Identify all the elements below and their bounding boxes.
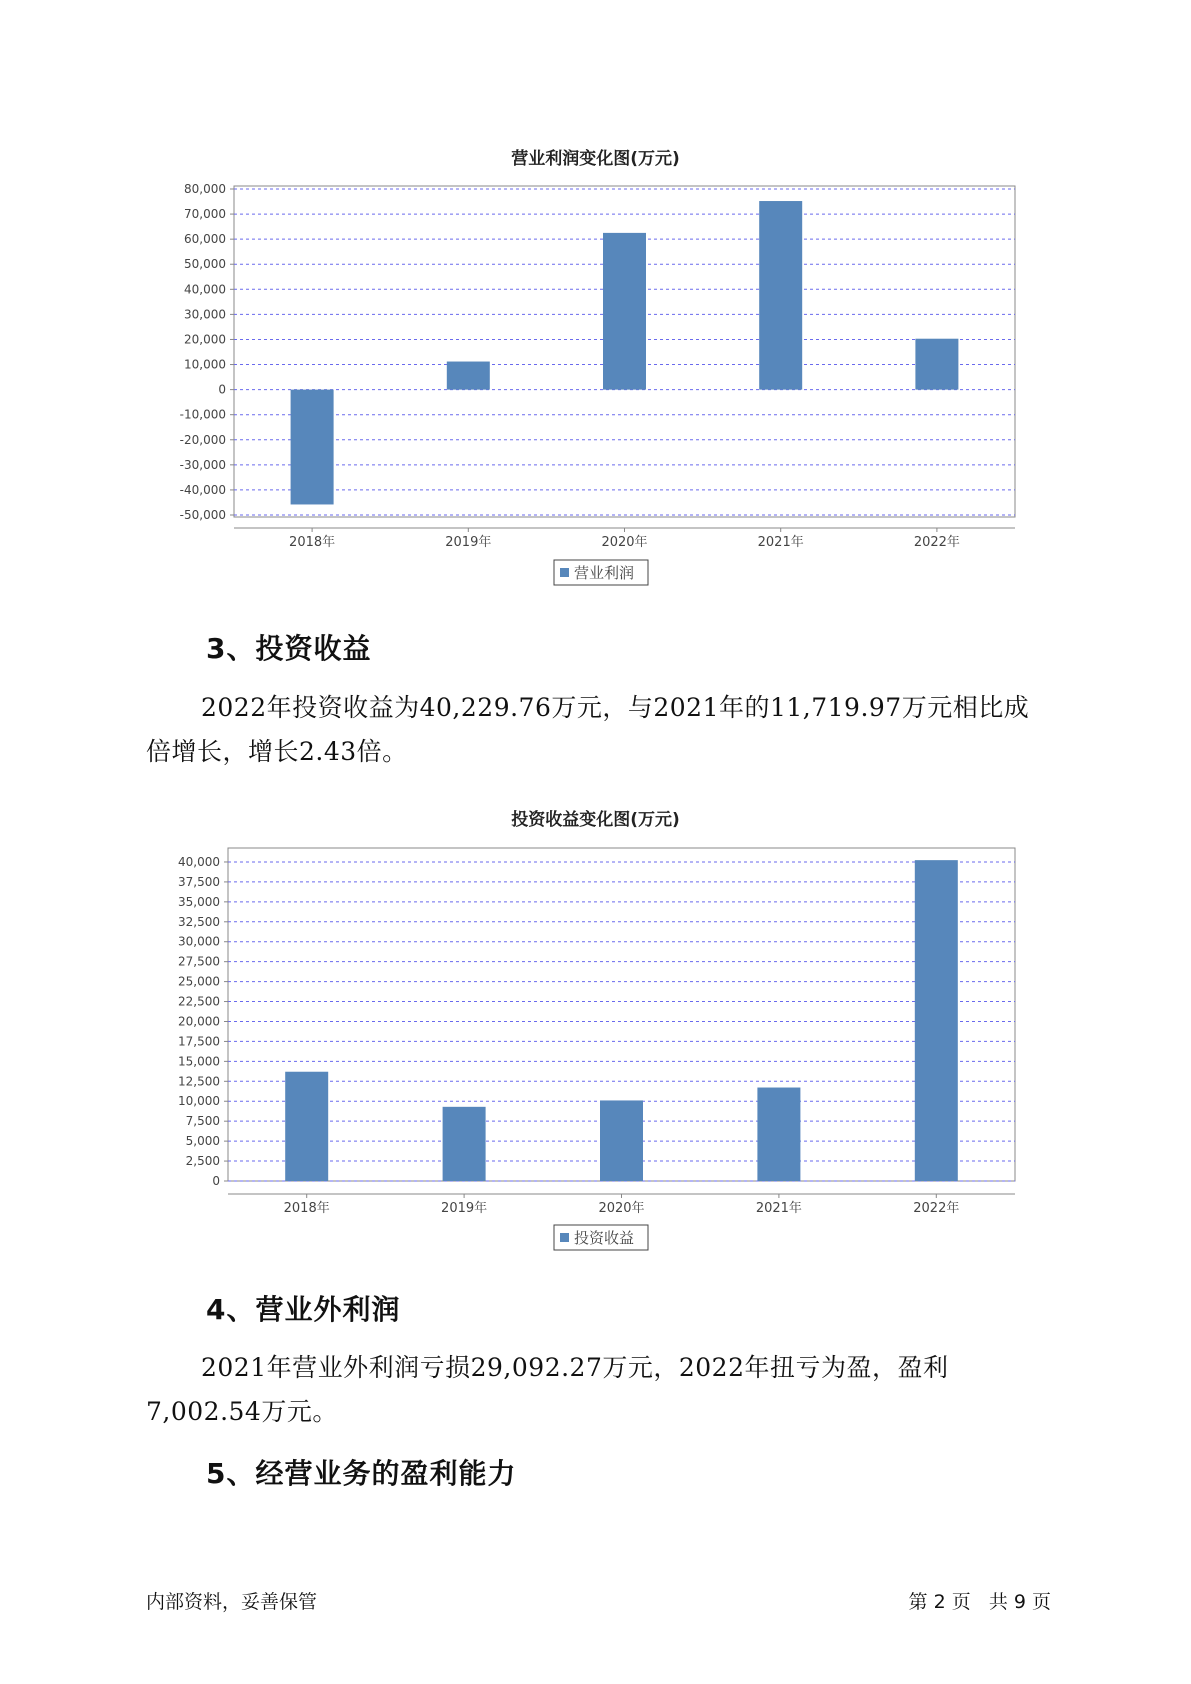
bar-2018年	[285, 1072, 328, 1181]
y-tick-label: 30,000	[184, 307, 226, 322]
legend-swatch	[560, 1233, 569, 1242]
bar-2019年	[443, 1107, 486, 1181]
x-tick-label: 2020年	[601, 535, 648, 550]
x-tick-label: 2022年	[913, 1201, 960, 1216]
x-tick-label: 2019年	[441, 1201, 488, 1216]
y-tick-label: 7,500	[185, 1114, 220, 1129]
section-5-heading: 5、经营业务的盈利能力	[206, 1457, 517, 1490]
x-tick-label: 2021年	[757, 535, 804, 550]
section-4-line-2: 7,002.54万元。	[146, 1397, 338, 1426]
section-3-heading: 3、投资收益	[206, 632, 372, 665]
y-tick-label: 20,000	[184, 332, 226, 347]
y-tick-label: 80,000	[184, 182, 226, 196]
operating-profit-chart	[0, 170, 1191, 590]
bar-2018年	[291, 390, 334, 505]
y-tick-label: 30,000	[178, 934, 220, 949]
x-tick-label: 2018年	[283, 1201, 330, 1216]
y-tick-label: 70,000	[184, 207, 226, 222]
y-tick-label: -50,000	[179, 508, 226, 522]
y-tick-label: 5,000	[185, 1134, 220, 1149]
y-tick-label: 17,500	[178, 1034, 220, 1049]
y-tick-label: 2,500	[185, 1154, 220, 1169]
y-tick-label: 50,000	[184, 257, 226, 272]
y-tick-label: -20,000	[179, 432, 226, 447]
section-3-line-2: 倍增长，增长2.43倍。	[146, 737, 408, 766]
bar-2019年	[447, 362, 490, 390]
section-4-line-1: 2021年营业外利润亏损29,092.27万元，2022年扭亏为盈，盈利	[201, 1353, 949, 1382]
x-tick-label: 2020年	[598, 1201, 645, 1216]
legend	[554, 1225, 648, 1250]
bar-2020年	[603, 233, 646, 390]
y-tick-label: -10,000	[179, 407, 226, 422]
y-tick-label: 12,500	[178, 1074, 220, 1089]
y-tick-label: 25,000	[178, 974, 220, 989]
legend-swatch	[560, 568, 569, 577]
chart-1-title: 营业利润变化图(万元)	[511, 149, 680, 169]
y-tick-label: 27,500	[178, 954, 220, 969]
legend-label: 投资收益	[574, 1229, 635, 1247]
y-tick-label: 60,000	[184, 232, 226, 247]
section-4-heading: 4、营业外利润	[206, 1293, 401, 1326]
x-tick-label: 2018年	[289, 535, 336, 550]
footer-confidential-note: 内部资料，妥善保管	[146, 1591, 318, 1613]
y-tick-label: 35,000	[178, 894, 220, 909]
y-tick-label: 37,500	[178, 874, 220, 889]
y-tick-label: 20,000	[178, 1014, 220, 1029]
y-tick-label: 10,000	[178, 1094, 220, 1109]
section-3-line-1: 2022年投资收益为40,229.76万元，与2021年的11,719.97万元相比成	[201, 693, 1030, 722]
bar-2020年	[600, 1100, 643, 1181]
y-tick-label: 10,000	[184, 357, 226, 372]
chart-2-title: 投资收益变化图(万元)	[511, 810, 680, 830]
y-tick-label: -30,000	[179, 457, 226, 472]
investment-income-chart	[0, 832, 1191, 1252]
y-tick-label: 22,500	[178, 994, 220, 1009]
section-4-paragraph	[146, 1346, 1056, 1434]
y-tick-label: 15,000	[178, 1054, 220, 1069]
bar-2022年	[915, 860, 958, 1181]
y-tick-label: 0	[212, 1174, 220, 1188]
x-tick-label: 2019年	[445, 535, 492, 550]
y-tick-label: 40,000	[178, 854, 220, 869]
footer-page-number: 第 2 页 共 9 页	[908, 1591, 1051, 1613]
bar-2022年	[915, 339, 958, 390]
section-3-paragraph	[146, 686, 1056, 774]
x-tick-label: 2021年	[755, 1201, 802, 1216]
legend	[554, 560, 648, 585]
bar-2021年	[759, 201, 802, 390]
x-tick-label: 2022年	[913, 535, 960, 550]
y-tick-label: 32,500	[178, 914, 220, 929]
legend-label: 营业利润	[574, 564, 635, 582]
bar-2021年	[757, 1088, 800, 1181]
y-tick-label: 0	[218, 382, 226, 397]
y-tick-label: -40,000	[179, 482, 226, 497]
y-tick-label: 40,000	[184, 282, 226, 297]
